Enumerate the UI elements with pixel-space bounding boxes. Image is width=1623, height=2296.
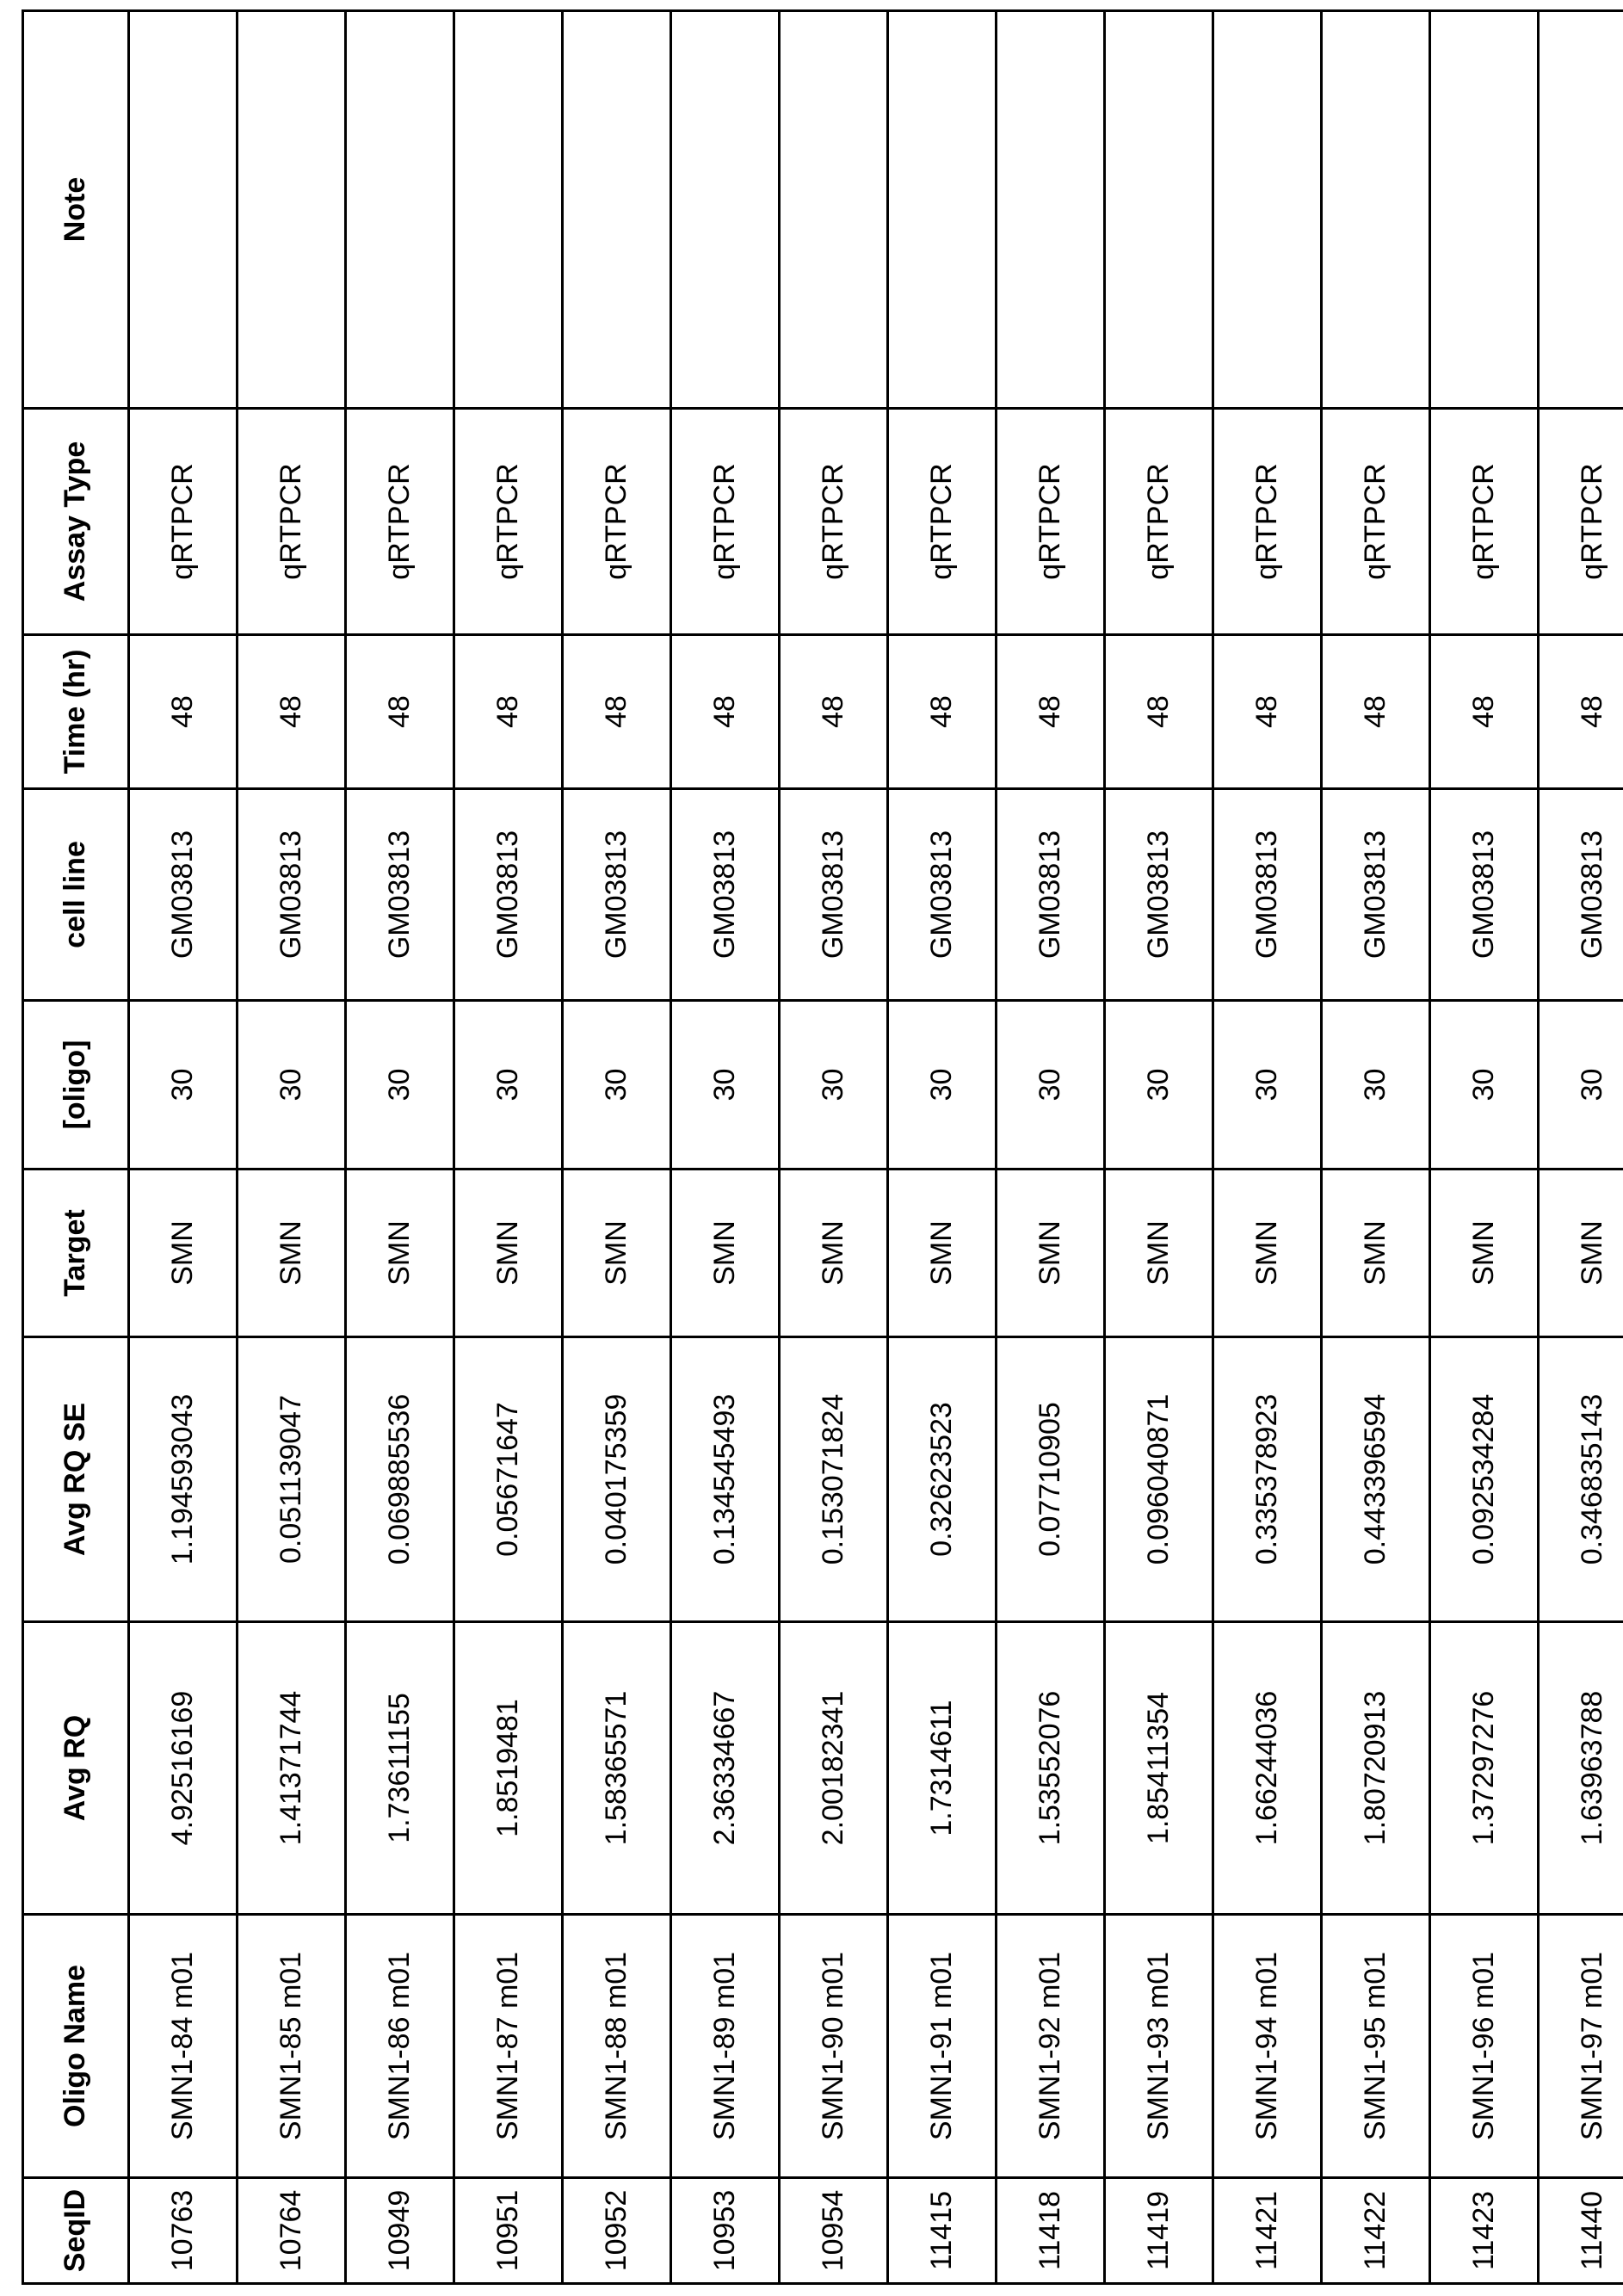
cell-avg-rq-se: 0.069885536 xyxy=(346,1337,454,1622)
cell-avg-rq: 2.00182341 xyxy=(780,1622,888,1915)
cell-avg-rq-se: 0.051139047 xyxy=(238,1337,346,1622)
cell-target: SMN xyxy=(671,1170,780,1337)
cell-time: 48 xyxy=(1105,635,1213,789)
cell-cell-line: GM03813 xyxy=(129,789,238,1001)
cell-cell-line: GM03813 xyxy=(1539,789,1623,1001)
cell-oligo-name: SMN1-97 m01 xyxy=(1539,1915,1623,2178)
cell-oligo-name: SMN1-84 m01 xyxy=(129,1915,238,2178)
cell-avg-rq-se: 0.07710905 xyxy=(997,1337,1105,1622)
cell-assay: qRTPCR xyxy=(346,409,454,635)
cell-cell-line: GM03813 xyxy=(563,789,671,1001)
cell-oligo: 30 xyxy=(1322,1001,1430,1170)
cell-avg-rq: 4.92516169 xyxy=(129,1622,238,1915)
cell-oligo-name: SMN1-91 m01 xyxy=(888,1915,997,2178)
cell-time: 48 xyxy=(238,635,346,789)
cell-oligo: 30 xyxy=(671,1001,780,1170)
cell-target: SMN xyxy=(1213,1170,1322,1337)
cell-avg-rq-se: 0.040175359 xyxy=(563,1337,671,1622)
cell-note xyxy=(997,11,1105,409)
cell-target: SMN xyxy=(780,1170,888,1337)
cell-oligo-name: SMN1-94 m01 xyxy=(1213,1915,1322,2178)
cell-seqid: 11419 xyxy=(1105,2178,1213,2284)
cell-seqid: 11415 xyxy=(888,2178,997,2284)
cell-time: 48 xyxy=(563,635,671,789)
cell-avg-rq: 1.37297276 xyxy=(1430,1622,1539,1915)
table-row xyxy=(563,11,671,2284)
cell-avg-rq: 1.41371744 xyxy=(238,1622,346,1915)
cell-note xyxy=(671,11,780,409)
cell-note xyxy=(454,11,563,409)
cell-avg-rq: 1.63963788 xyxy=(1539,1622,1623,1915)
cell-note xyxy=(1322,11,1430,409)
table-row xyxy=(129,11,238,2284)
table-row xyxy=(238,11,346,2284)
cell-assay: qRTPCR xyxy=(563,409,671,635)
cell-seqid: 10764 xyxy=(238,2178,346,2284)
cell-oligo-name: SMN1-95 m01 xyxy=(1322,1915,1430,2178)
table-row xyxy=(671,11,780,2284)
cell-seqid: 11440 xyxy=(1539,2178,1623,2284)
cell-time: 48 xyxy=(888,635,997,789)
cell-assay: qRTPCR xyxy=(1213,409,1322,635)
cell-note xyxy=(888,11,997,409)
cell-avg-rq-se: 0.153071824 xyxy=(780,1337,888,1622)
cell-oligo: 30 xyxy=(238,1001,346,1170)
cell-cell-line: GM03813 xyxy=(997,789,1105,1001)
cell-seqid: 11421 xyxy=(1213,2178,1322,2284)
cell-oligo: 30 xyxy=(563,1001,671,1170)
cell-cell-line: GM03813 xyxy=(888,789,997,1001)
cell-note xyxy=(238,11,346,409)
cell-seqid: 11422 xyxy=(1322,2178,1430,2284)
cell-avg-rq: 1.66244036 xyxy=(1213,1622,1322,1915)
cell-assay: qRTPCR xyxy=(129,409,238,635)
cell-seqid: 10952 xyxy=(563,2178,671,2284)
cell-oligo-name: SMN1-87 m01 xyxy=(454,1915,563,2178)
table-row xyxy=(888,11,997,2284)
cell-note xyxy=(563,11,671,409)
cell-target: SMN xyxy=(454,1170,563,1337)
cell-avg-rq-se: 0.05671647 xyxy=(454,1337,563,1622)
cell-avg-rq: 1.85411354 xyxy=(1105,1622,1213,1915)
cell-avg-rq: 1.53552076 xyxy=(997,1622,1105,1915)
cell-avg-rq-se: 0.346835143 xyxy=(1539,1337,1623,1622)
cell-target: SMN xyxy=(1430,1170,1539,1337)
cell-avg-rq-se: 0.335378923 xyxy=(1213,1337,1322,1622)
cell-avg-rq-se: 0.443396594 xyxy=(1322,1337,1430,1622)
column-header-oligo: [oligo] xyxy=(23,1001,129,1170)
cell-oligo: 30 xyxy=(997,1001,1105,1170)
column-header-assay: Assay Type xyxy=(23,409,129,635)
cell-avg-rq: 2.36334667 xyxy=(671,1622,780,1915)
cell-time: 48 xyxy=(671,635,780,789)
cell-oligo-name: SMN1-90 m01 xyxy=(780,1915,888,2178)
header-row xyxy=(23,11,129,2284)
cell-seqid: 10953 xyxy=(671,2178,780,2284)
table-body xyxy=(129,11,1623,2284)
cell-time: 48 xyxy=(1430,635,1539,789)
cell-target: SMN xyxy=(238,1170,346,1337)
cell-note xyxy=(1213,11,1322,409)
column-header-target: Target xyxy=(23,1170,129,1337)
cell-avg-rq: 1.73611155 xyxy=(346,1622,454,1915)
cell-oligo-name: SMN1-92 m01 xyxy=(997,1915,1105,2178)
cell-seqid: 10951 xyxy=(454,2178,563,2284)
cell-target: SMN xyxy=(346,1170,454,1337)
cell-assay: qRTPCR xyxy=(1539,409,1623,635)
cell-cell-line: GM03813 xyxy=(1105,789,1213,1001)
table-row xyxy=(1539,11,1623,2284)
cell-cell-line: GM03813 xyxy=(238,789,346,1001)
cell-assay: qRTPCR xyxy=(888,409,997,635)
cell-time: 48 xyxy=(1213,635,1322,789)
cell-assay: qRTPCR xyxy=(1105,409,1213,635)
cell-assay: qRTPCR xyxy=(238,409,346,635)
table-row xyxy=(780,11,888,2284)
cell-target: SMN xyxy=(1539,1170,1623,1337)
cell-oligo: 30 xyxy=(1213,1001,1322,1170)
cell-note xyxy=(129,11,238,409)
cell-note xyxy=(780,11,888,409)
column-header-oligo-name: Oligo Name xyxy=(23,1915,129,2178)
cell-target: SMN xyxy=(129,1170,238,1337)
cell-avg-rq-se: 0.32623523 xyxy=(888,1337,997,1622)
cell-oligo-name: SMN1-86 m01 xyxy=(346,1915,454,2178)
cell-cell-line: GM03813 xyxy=(1213,789,1322,1001)
cell-target: SMN xyxy=(563,1170,671,1337)
column-header-cell-line: cell line xyxy=(23,789,129,1001)
cell-cell-line: GM03813 xyxy=(1430,789,1539,1001)
cell-time: 48 xyxy=(1322,635,1430,789)
cell-target: SMN xyxy=(1322,1170,1430,1337)
column-header-avg-rq: Avg RQ xyxy=(23,1622,129,1915)
cell-seqid: 11423 xyxy=(1430,2178,1539,2284)
cell-note xyxy=(1430,11,1539,409)
cell-oligo: 30 xyxy=(1539,1001,1623,1170)
cell-time: 48 xyxy=(129,635,238,789)
cell-oligo: 30 xyxy=(454,1001,563,1170)
cell-cell-line: GM03813 xyxy=(346,789,454,1001)
cell-target: SMN xyxy=(888,1170,997,1337)
cell-time: 48 xyxy=(1539,635,1623,789)
cell-note xyxy=(1105,11,1213,409)
table-row xyxy=(1322,11,1430,2284)
cell-avg-rq-se: 1.194593043 xyxy=(129,1337,238,1622)
cell-assay: qRTPCR xyxy=(997,409,1105,635)
table-row xyxy=(997,11,1105,2284)
cell-avg-rq-se: 0.092534284 xyxy=(1430,1337,1539,1622)
cell-cell-line: GM03813 xyxy=(671,789,780,1001)
table-row xyxy=(1430,11,1539,2284)
cell-seqid: 11418 xyxy=(997,2178,1105,2284)
cell-avg-rq: 1.7314611 xyxy=(888,1622,997,1915)
cell-oligo-name: SMN1-85 m01 xyxy=(238,1915,346,2178)
cell-avg-rq: 1.58365571 xyxy=(563,1622,671,1915)
cell-assay: qRTPCR xyxy=(671,409,780,635)
cell-avg-rq: 1.8519481 xyxy=(454,1622,563,1915)
column-header-time: Time (hr) xyxy=(23,635,129,789)
cell-assay: qRTPCR xyxy=(1430,409,1539,635)
cell-avg-rq-se: 0.096040871 xyxy=(1105,1337,1213,1622)
cell-oligo-name: SMN1-93 m01 xyxy=(1105,1915,1213,2178)
results-table xyxy=(22,9,1623,2285)
rotated-page xyxy=(0,0,1623,2296)
cell-time: 48 xyxy=(346,635,454,789)
cell-note xyxy=(346,11,454,409)
column-header-note: Note xyxy=(23,11,129,409)
cell-time: 48 xyxy=(454,635,563,789)
table-row xyxy=(454,11,563,2284)
cell-seqid: 10763 xyxy=(129,2178,238,2284)
cell-assay: qRTPCR xyxy=(1322,409,1430,635)
cell-time: 48 xyxy=(780,635,888,789)
cell-seqid: 10954 xyxy=(780,2178,888,2284)
cell-oligo: 30 xyxy=(780,1001,888,1170)
cell-avg-rq-se: 0.134545493 xyxy=(671,1337,780,1622)
cell-oligo: 30 xyxy=(888,1001,997,1170)
cell-cell-line: GM03813 xyxy=(454,789,563,1001)
cell-oligo-name: SMN1-89 m01 xyxy=(671,1915,780,2178)
cell-assay: qRTPCR xyxy=(454,409,563,635)
cell-oligo-name: SMN1-88 m01 xyxy=(563,1915,671,2178)
cell-oligo: 30 xyxy=(346,1001,454,1170)
table-row xyxy=(346,11,454,2284)
cell-oligo: 30 xyxy=(1430,1001,1539,1170)
column-header-seqid: SeqID xyxy=(23,2178,129,2284)
cell-note xyxy=(1539,11,1623,409)
cell-oligo: 30 xyxy=(129,1001,238,1170)
cell-oligo: 30 xyxy=(1105,1001,1213,1170)
cell-oligo-name: SMN1-96 m01 xyxy=(1430,1915,1539,2178)
table-row xyxy=(1105,11,1213,2284)
cell-avg-rq: 1.80720913 xyxy=(1322,1622,1430,1915)
cell-assay: qRTPCR xyxy=(780,409,888,635)
cell-cell-line: GM03813 xyxy=(780,789,888,1001)
cell-cell-line: GM03813 xyxy=(1322,789,1430,1001)
table-row xyxy=(1213,11,1322,2284)
cell-time: 48 xyxy=(997,635,1105,789)
cell-target: SMN xyxy=(1105,1170,1213,1337)
column-header-avg-rq-se: Avg RQ SE xyxy=(23,1337,129,1622)
cell-target: SMN xyxy=(997,1170,1105,1337)
cell-seqid: 10949 xyxy=(346,2178,454,2284)
